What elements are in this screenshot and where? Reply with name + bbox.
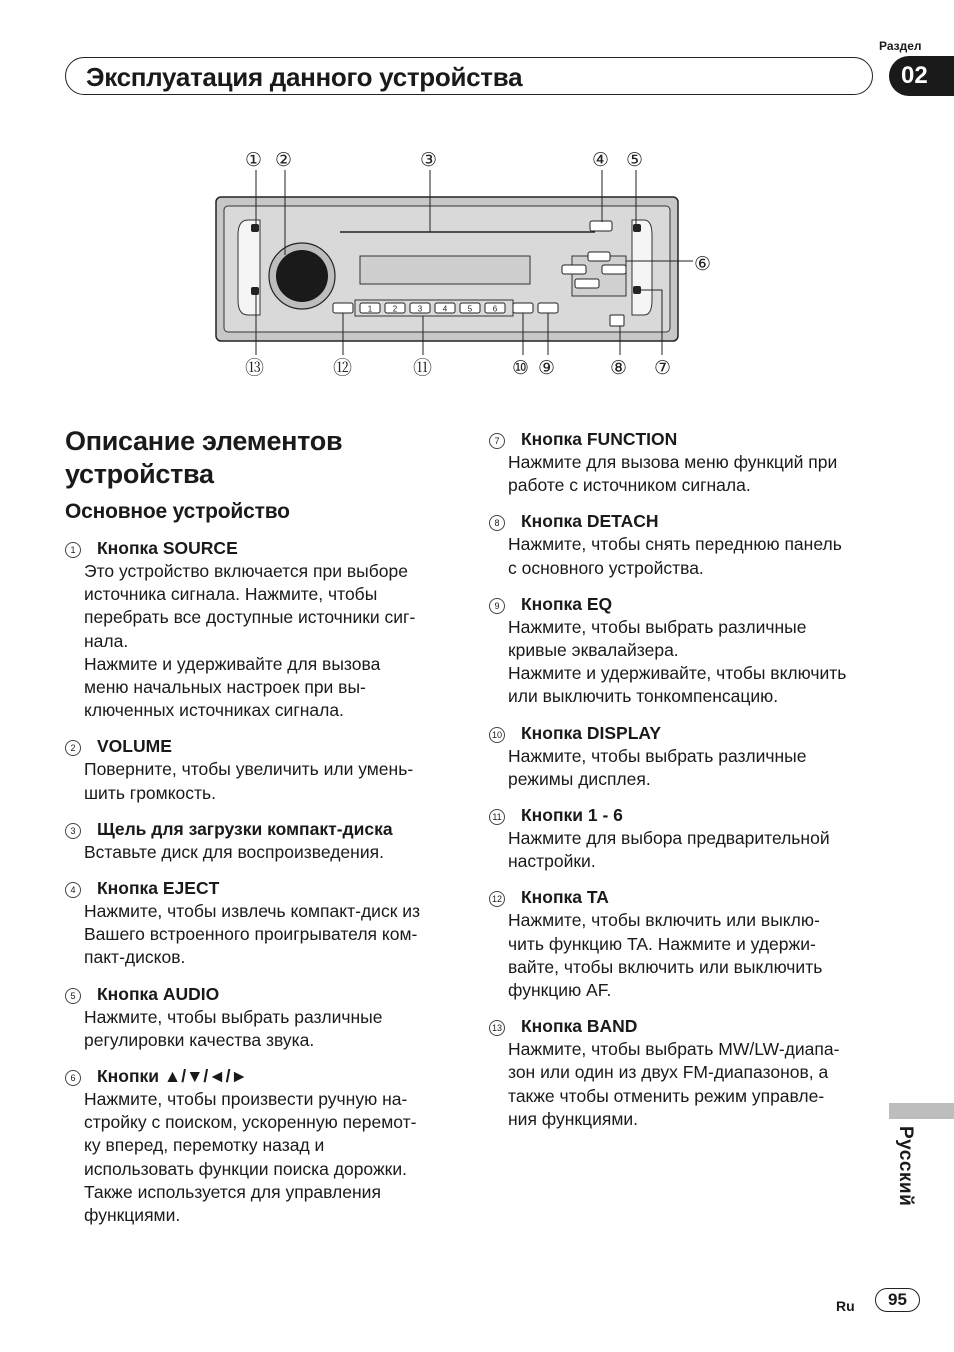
- item-7: [489, 428, 879, 497]
- item-head: [65, 735, 455, 758]
- down-button: [575, 279, 599, 288]
- detach-button: [610, 315, 624, 326]
- item-description: Нажмите, чтобы выбрать различные регулировки качества звука.: [84, 1006, 383, 1050]
- right-strip: [632, 220, 652, 315]
- eject-button: [590, 221, 612, 231]
- item-description: Нажмите для выбора предварительной настройки.: [508, 828, 830, 872]
- preset-label-4: 4: [442, 304, 448, 314]
- item-12: [489, 886, 879, 1002]
- item-head: [489, 1015, 879, 1038]
- callout-8: ⑧: [610, 357, 628, 379]
- item-head: [65, 1065, 455, 1088]
- item-description: Поверните, чтобы увеличить или умень- шить громкость.: [84, 759, 414, 803]
- callout-7: ⑦: [654, 357, 672, 379]
- item-marker: 7: [489, 433, 505, 449]
- item-title: Кнопка EQ: [521, 593, 613, 614]
- item-title: Кнопка AUDIO: [97, 983, 220, 1004]
- item-11: [489, 804, 879, 873]
- item-6: [65, 1065, 455, 1227]
- item-marker: 11: [489, 809, 505, 825]
- item-description: Нажмите, чтобы произвести ручную на- стройку с поиском, ускоренную перемот- ку вперед, перемотку назад и использовать функции поиска дорожки. Также используется для управления функциями.: [84, 1089, 417, 1226]
- callout-1: ①: [245, 149, 263, 171]
- callout-13: ⑬: [245, 357, 265, 379]
- item-head: [489, 804, 879, 827]
- items-column-right: [489, 428, 879, 1144]
- item-title: Кнопка EJECT: [97, 878, 220, 899]
- ta-button: [333, 303, 353, 313]
- language-code: Ru: [836, 1298, 855, 1314]
- item-13: [489, 1015, 879, 1131]
- item-marker: 1: [65, 542, 81, 558]
- item-5: [65, 983, 455, 1052]
- preset-label-6: 6: [492, 304, 498, 314]
- item-marker: 6: [65, 1070, 81, 1086]
- callout-2: ②: [275, 149, 293, 171]
- item-title: Кнопка DISPLAY: [521, 722, 662, 743]
- item-head: [65, 537, 455, 560]
- item-marker: 4: [65, 882, 81, 898]
- item-marker: 12: [489, 891, 505, 907]
- item-title: Кнопка SOURCE: [97, 538, 238, 558]
- section-number-badge: 02: [889, 56, 954, 96]
- up-button: [588, 252, 610, 261]
- item-head: [489, 428, 879, 451]
- right-button: [602, 265, 626, 274]
- section-label: Раздел: [879, 39, 922, 53]
- item-title: Кнопка DETACH: [521, 511, 659, 532]
- preset-label-2: 2: [392, 304, 398, 314]
- item-description: Нажмите, чтобы извлечь компакт-диск из Вашего встроенного проигрывателя ком- пакт-дисков.: [84, 901, 421, 968]
- callout-3: ③: [420, 149, 438, 171]
- item-8: [489, 510, 879, 579]
- callout-10: ⑩: [512, 357, 530, 379]
- band-button: [251, 287, 259, 295]
- item-description: Нажмите для вызова меню функций при работе с источником сигнала.: [508, 452, 838, 496]
- volume-knob: [276, 250, 328, 302]
- item-4: [65, 877, 455, 970]
- item-description: Вставьте диск для воспроизведения.: [84, 841, 384, 862]
- callout-4: ④: [592, 149, 610, 171]
- page-number: 95: [875, 1288, 920, 1312]
- item-title: Щель для загрузки компакт-диска: [97, 818, 393, 839]
- language-tab: [889, 1103, 954, 1119]
- item-marker: 8: [489, 515, 505, 531]
- source-button: [251, 224, 259, 232]
- callout-5: ⑤: [626, 149, 644, 171]
- item-3: [65, 818, 455, 864]
- item-title: Кнопки ▲/▼/◄/►: [97, 1066, 248, 1087]
- item-head: [65, 983, 455, 1006]
- left-button: [562, 265, 586, 274]
- item-head: [65, 877, 455, 900]
- item-10: [489, 722, 879, 791]
- item-title: Кнопка BAND: [521, 1016, 638, 1037]
- item-2: [65, 735, 455, 804]
- item-head: [65, 818, 455, 841]
- item-title: Кнопки 1 - 6: [521, 805, 623, 826]
- item-title: Кнопка TA: [521, 887, 609, 908]
- direction-cluster: [572, 256, 626, 296]
- preset-label-1: 1: [367, 304, 373, 314]
- callout-11: ⑪: [413, 357, 433, 379]
- left-strip: [238, 220, 260, 315]
- section-heading: Описание элементов устройства: [65, 426, 343, 489]
- item-head: [489, 722, 879, 745]
- eq-button: [538, 303, 558, 313]
- callout-12: ⑫: [333, 357, 353, 379]
- callout-9: ⑨: [538, 357, 556, 379]
- page-title: Эксплуатация данного устройства: [86, 62, 523, 92]
- item-description: Нажмите, чтобы снять переднюю панель с основного устройства.: [508, 534, 842, 578]
- item-marker: 2: [65, 740, 81, 756]
- item-1: [65, 537, 455, 722]
- display-button: [513, 303, 533, 313]
- item-marker: 3: [65, 823, 81, 839]
- item-head: [489, 593, 879, 616]
- item-description: Это устройство включается при выборе источника сигнала. Нажмите, чтобы перебрать все доступные источники сиг- нала. Нажмите и удерживайте для вызова меню начальных настроек при вы- ключенных источниках сигнала.: [84, 561, 416, 721]
- page-header: [65, 57, 873, 95]
- preset-label-5: 5: [467, 304, 473, 314]
- items-column-left: [65, 537, 455, 1240]
- preset-label-3: 3: [417, 304, 423, 314]
- item-head: [489, 886, 879, 909]
- item-marker: 10: [489, 727, 505, 743]
- audio-button: [633, 224, 641, 232]
- subsection-heading: Основное устройство: [65, 500, 290, 523]
- item-description: Нажмите, чтобы выбрать различные режимы дисплея.: [508, 745, 807, 789]
- item-description: Нажмите, чтобы выбрать различные кривые эквалайзера. Нажмите и удерживайте, чтобы включить или выключить тонкомпенсацию.: [508, 616, 847, 707]
- item-marker: 5: [65, 988, 81, 1004]
- display-window: [360, 256, 530, 284]
- device-diagram: [200, 140, 712, 390]
- callout-6: ⑥: [694, 253, 712, 275]
- item-head: [489, 510, 879, 533]
- item-description: Нажмите, чтобы включить или выклю- чить функцию TA. Нажмите и удержи- вайте, чтобы включить или выключить функцию AF.: [508, 910, 823, 1001]
- item-title: VOLUME: [97, 736, 172, 757]
- item-description: Нажмите, чтобы выбрать MW/LW-диапа- зон или один из двух FM-диапазонов, а также чтобы отменить режим управле- ния функциями.: [508, 1039, 840, 1129]
- item-title: Кнопка FUNCTION: [521, 429, 678, 449]
- item-9: [489, 593, 879, 709]
- item-marker: 13: [489, 1020, 505, 1036]
- item-marker: 9: [489, 598, 505, 614]
- language-label: Русский: [895, 1126, 916, 1207]
